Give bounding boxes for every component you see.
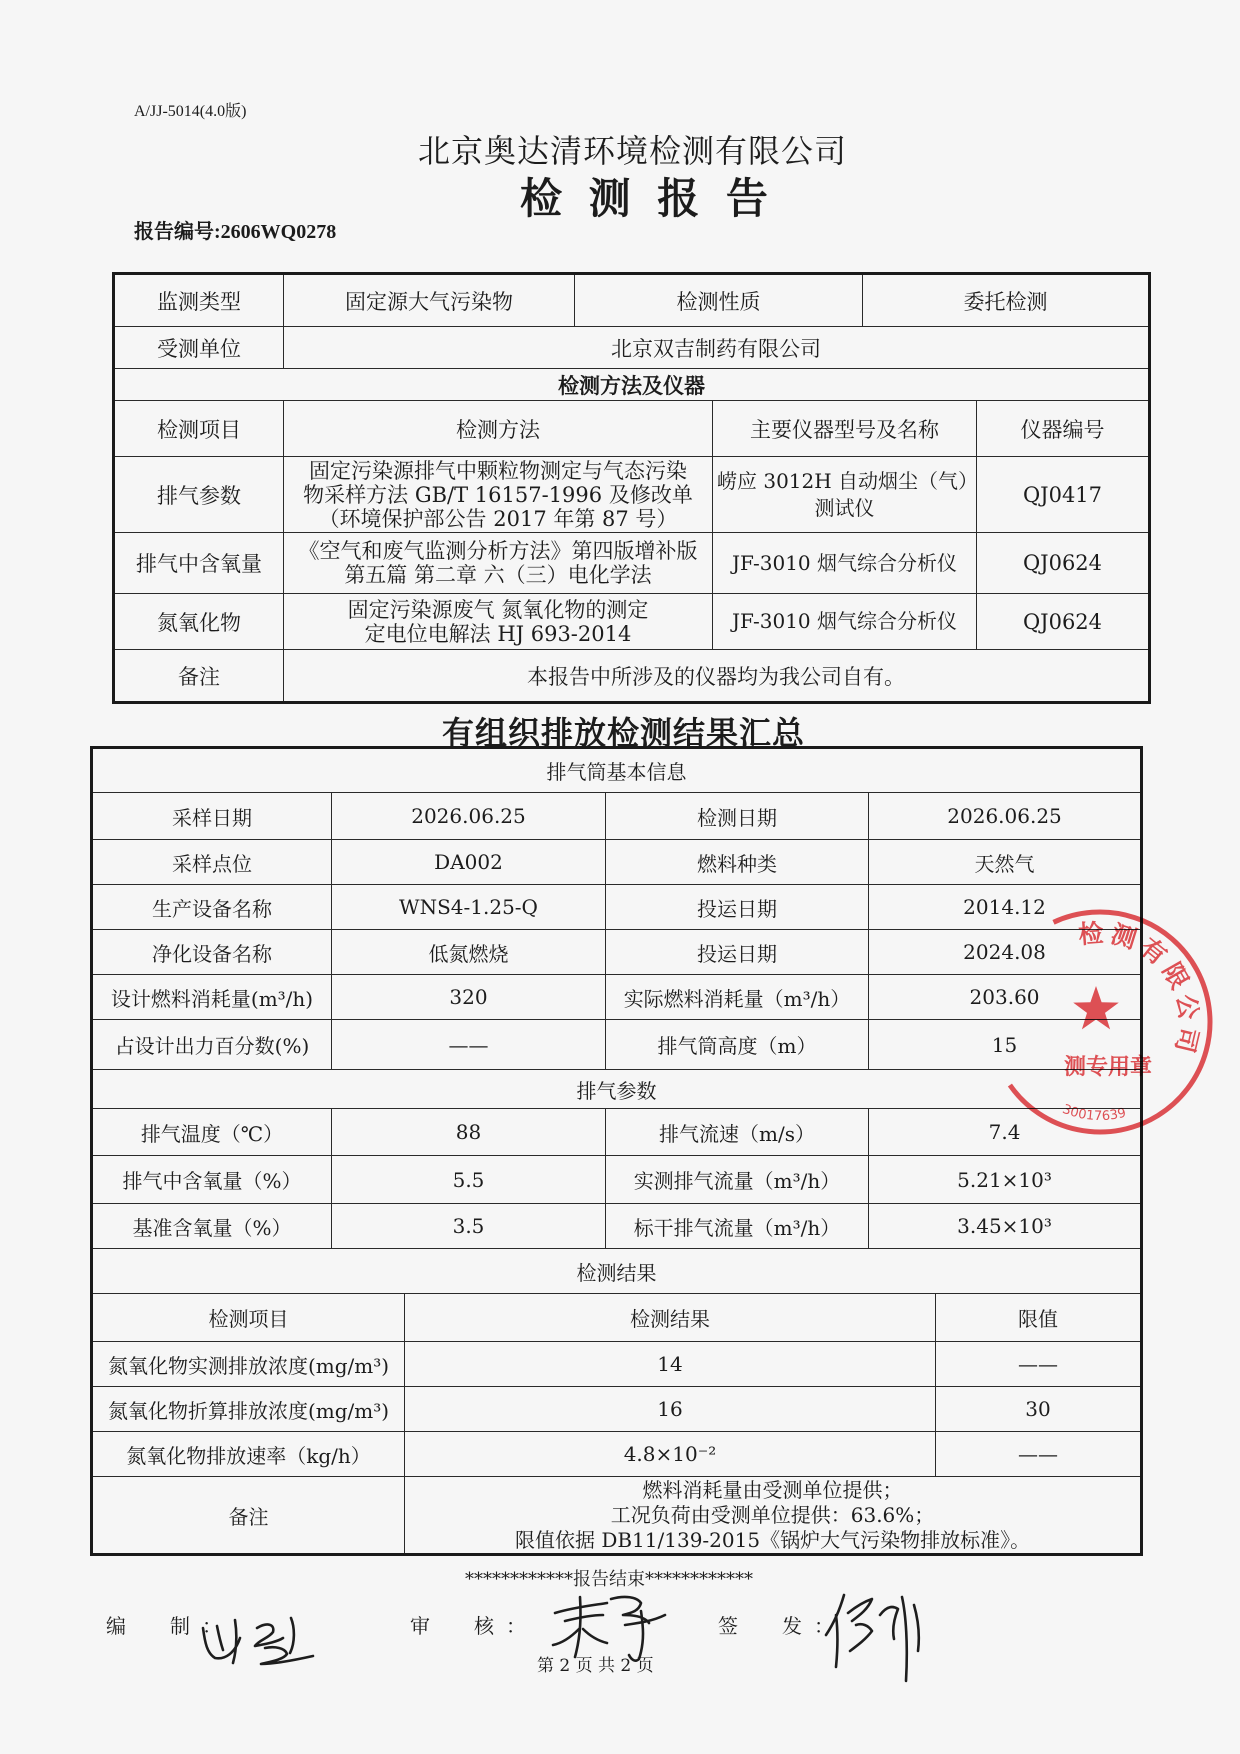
method-line: 固定污染源废气 氮氧化物的测定 [347, 597, 649, 622]
stack-info-title: 排气筒基本信息 [92, 748, 1142, 793]
stack-info-value: DA002 [332, 840, 606, 885]
issuer-signature [822, 1585, 932, 1685]
seal-arc-textpath: 检测有限公司 [1077, 918, 1205, 1061]
methods-header-row [114, 401, 1150, 457]
stack-info-header-row [92, 748, 1142, 793]
method-line: 第五篇 第二章 六（三）电化学法 [344, 563, 652, 587]
results-header-item: 检测项目 [92, 1294, 405, 1342]
seal-center-text: 测专用章 [1063, 1054, 1153, 1080]
stack-info-value: 天然气 [869, 840, 1142, 885]
report-number-value: 2606WQ0278 [220, 221, 337, 243]
stack-info-value: 15 [869, 1020, 1142, 1070]
compiled-by-label: 编 制： [106, 1614, 234, 1638]
summary-remark-line: 燃料消耗量由受测单位提供； [642, 1477, 903, 1502]
exhaust-label: 基准含氧量（%） [92, 1204, 332, 1249]
results-header-result: 检测结果 [405, 1294, 936, 1342]
seal-star-icon [1073, 986, 1119, 1029]
summary-table [90, 746, 1143, 1556]
results-title-row [92, 1249, 1142, 1294]
company-name: 北京奥达清环境检测有限公司 [418, 132, 848, 170]
summary-remark-line: 工况负荷由受测单位提供：63.6%； [610, 1502, 935, 1527]
summary-title: 有组织排放检测结果汇总 [442, 714, 806, 752]
method-line: 物采样方法 GB/T 16157-1996 及修改单 [303, 482, 693, 507]
stack-info-label: 投运日期 [606, 885, 869, 930]
stack-info-value: 320 [332, 975, 606, 1020]
instrument-code: QJ0417 [977, 457, 1150, 533]
stack-info-label: 占设计出力百分数(%) [92, 1020, 332, 1070]
client-row [114, 327, 1150, 369]
result-item: 氮氧化物折算排放浓度(mg/m³) [92, 1387, 405, 1432]
method-item: 排气中含氧量 [114, 533, 284, 594]
method-cell [284, 533, 713, 594]
stack-info-value: 203.60 [869, 975, 1142, 1020]
exhaust-value: 3.5 [332, 1204, 606, 1249]
exhaust-row [92, 1156, 1142, 1204]
form-code: A/JJ-5014(4.0版) [134, 103, 247, 120]
stack-info-label: 设计燃料消耗量(m³/h) [92, 975, 332, 1020]
exhaust-label: 排气流速（m/s） [606, 1109, 869, 1156]
header-item: 检测项目 [114, 401, 284, 457]
compiler-signature [195, 1598, 325, 1678]
result-item: 氮氧化物排放速率（kg/h） [92, 1432, 405, 1477]
monitor-type-label: 监测类型 [114, 274, 284, 327]
report-title: 检 测 报 告 [520, 174, 774, 223]
stack-info-value: WNS4-1.25-Q [332, 885, 606, 930]
method-cell [284, 457, 713, 533]
method-row [114, 594, 1150, 650]
instrument-code: QJ0624 [977, 533, 1150, 594]
methods-table [112, 272, 1151, 704]
results-header-row [92, 1294, 1142, 1342]
summary-remark-row [92, 1477, 1142, 1555]
instrument-line: 测试仪 [814, 495, 875, 520]
end-marker: ************报告结束************ [465, 1569, 753, 1590]
result-value: 14 [405, 1342, 936, 1387]
exhaust-row [92, 1204, 1142, 1249]
exhaust-title: 排气参数 [92, 1070, 1142, 1109]
client-label: 受测单位 [114, 327, 284, 369]
header-instrument: 主要仪器型号及名称 [713, 401, 977, 457]
client-value: 北京双吉制药有限公司 [284, 327, 1150, 369]
header-code: 仪器编号 [977, 401, 1150, 457]
result-item: 氮氧化物实测排放浓度(mg/m³) [92, 1342, 405, 1387]
stack-info-label: 投运日期 [606, 930, 869, 975]
report-number [134, 215, 336, 244]
issued-by-label: 签 发： [718, 1614, 846, 1638]
method-cell [284, 594, 713, 650]
stack-info-value: 低氮燃烧 [332, 930, 606, 975]
result-value: 16 [405, 1387, 936, 1432]
stack-info-row [92, 793, 1142, 840]
stack-info-value: 2014.12 [869, 885, 1142, 930]
exhaust-value: 5.21×10³ [869, 1156, 1142, 1204]
exhaust-value: 7.4 [869, 1109, 1142, 1156]
instrument-cell [713, 533, 977, 594]
method-row [114, 533, 1150, 594]
stack-info-label: 实际燃料消耗量（m³/h） [606, 975, 869, 1020]
method-item: 排气参数 [114, 457, 284, 533]
instrument-line: 崂应 3012H 自动烟尘（气） [717, 468, 979, 493]
result-limit: —— [936, 1342, 1142, 1387]
stack-info-value: —— [332, 1020, 606, 1070]
method-line: （环境保护部公告 2017 年第 87 号） [318, 506, 678, 531]
stack-info-label: 采样日期 [92, 793, 332, 840]
instrument-cell [713, 594, 977, 650]
stack-info-label: 生产设备名称 [92, 885, 332, 930]
nature-value: 委托检测 [863, 274, 1150, 327]
instrument-code: QJ0624 [977, 594, 1150, 650]
exhaust-label: 排气中含氧量（%） [92, 1156, 332, 1204]
stack-info-label: 采样点位 [92, 840, 332, 885]
summary-remark-line: 限值依据 DB11/139-2015《锅炉大气污染物排放标准》。 [514, 1527, 1031, 1552]
exhaust-value: 88 [332, 1109, 606, 1156]
seal-number-textpath: 30017639 [1060, 1101, 1128, 1125]
summary-remark-cell [405, 1477, 1142, 1555]
results-row [92, 1387, 1142, 1432]
instrument-line: JF-3010 烟气综合分析仪 [731, 550, 957, 575]
exhaust-label: 实测排气流量（m³/h） [606, 1156, 869, 1204]
summary-remark-label: 备注 [92, 1477, 405, 1555]
instrument-line: JF-3010 烟气综合分析仪 [731, 609, 957, 633]
stack-info-row [92, 840, 1142, 885]
result-limit: —— [936, 1432, 1142, 1477]
methods-section-title: 检测方法及仪器 [114, 369, 1150, 401]
instrument-cell [713, 457, 977, 533]
stack-info-value: 2026.06.25 [332, 793, 606, 840]
results-row [92, 1342, 1142, 1387]
monitor-type-value: 固定源大气污染物 [284, 274, 575, 327]
stack-info-value: 2024.08 [869, 930, 1142, 975]
company-seal [980, 902, 1220, 1142]
seal-number [1060, 1102, 1127, 1124]
exhaust-label: 标干排气流量（m³/h） [606, 1204, 869, 1249]
exhaust-value: 3.45×10³ [869, 1204, 1142, 1249]
stack-info-label: 检测日期 [606, 793, 869, 840]
method-item: 氮氧化物 [114, 594, 284, 650]
nature-label: 检测性质 [575, 274, 863, 327]
method-line: 固定污染源排气中颗粒物测定与气态污染 [309, 458, 687, 483]
method-line: 《空气和废气监测分析方法》第四版增补版 [298, 539, 698, 563]
stack-info-value: 2026.06.25 [869, 793, 1142, 840]
results-row [92, 1432, 1142, 1477]
report-number-label: 报告编号: [134, 221, 221, 243]
methods-section-row [114, 369, 1150, 401]
method-row [114, 457, 1150, 533]
stack-info-label: 净化设备名称 [92, 930, 332, 975]
reviewed-by-label: 审 核： [410, 1614, 538, 1638]
results-title: 检测结果 [92, 1249, 1142, 1294]
page-number: 第 2 页 共 2 页 [537, 1656, 654, 1676]
method-line: 定电位电解法 HJ 693-2014 [364, 621, 632, 646]
methods-remark-row [114, 650, 1150, 703]
monitor-type-row [114, 274, 1150, 327]
methods-remark-label: 备注 [114, 650, 284, 703]
stack-info-label: 排气筒高度（m） [606, 1020, 869, 1070]
exhaust-label: 排气温度（℃） [92, 1109, 332, 1156]
result-limit: 30 [936, 1387, 1142, 1432]
results-header-limit: 限值 [936, 1294, 1142, 1342]
stack-info-label: 燃料种类 [606, 840, 869, 885]
methods-remark-text: 本报告中所涉及的仪器均为我公司自有。 [284, 650, 1150, 703]
header-method: 检测方法 [284, 401, 713, 457]
result-value: 4.8×10⁻² [405, 1432, 936, 1477]
exhaust-value: 5.5 [332, 1156, 606, 1204]
